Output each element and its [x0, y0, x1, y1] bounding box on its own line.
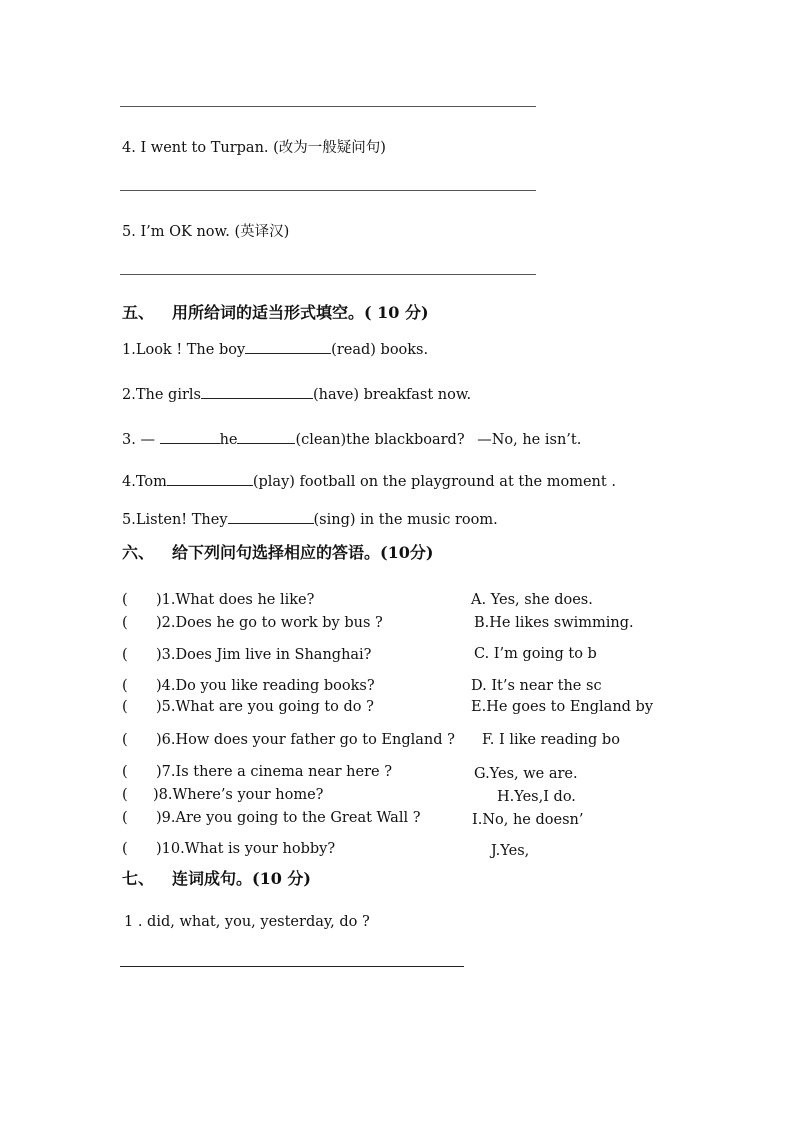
fill-item-5: [122, 511, 498, 528]
match-question: )5.What are you going to do ?: [156, 699, 374, 715]
match-question: )7.Is there a cinema near here ?: [156, 764, 392, 780]
section-title: 连词成句。(10 分): [172, 869, 311, 888]
item-text: 1.Look ! The boy: [122, 342, 246, 358]
blank[interactable]: [245, 341, 331, 354]
item-text: (have) breakfast now.: [312, 387, 472, 403]
fill-item-3: [122, 431, 581, 448]
match-answer: I.No, he doesn’: [472, 812, 584, 828]
blank[interactable]: [201, 386, 313, 399]
order-question-1: 1 . did, what, you, yesterday, do ?: [124, 914, 370, 930]
blank[interactable]: [228, 511, 314, 524]
match-question: )8.Where’s your home?: [153, 787, 324, 803]
fill-item-2: [122, 386, 471, 403]
item-text: (read) books.: [331, 342, 429, 358]
answer-line[interactable]: [120, 106, 536, 107]
item-text: 4.Tom: [122, 474, 167, 490]
fill-item-4: [122, 473, 616, 490]
item-text: 2.The girls: [122, 387, 201, 403]
blank[interactable]: [167, 473, 253, 486]
match-answer: J.Yes,: [491, 843, 530, 859]
answer-paren[interactable]: (: [122, 787, 128, 803]
answer-line[interactable]: [120, 190, 536, 191]
section-number: 七、: [122, 869, 155, 888]
item-text: (play) football on the playground at the moment .: [252, 474, 616, 490]
section-heading-7: [122, 866, 311, 889]
answer-paren[interactable]: (: [122, 764, 128, 780]
item-text: 5.Listen! They: [122, 512, 228, 528]
answer-paren[interactable]: (: [122, 841, 128, 857]
answer-line[interactable]: [120, 274, 536, 275]
match-question: )10.What is your hobby?: [156, 841, 336, 857]
section-number: 六、: [122, 543, 155, 562]
question-4: 4. I went to Turpan. (改为一般疑问句): [122, 140, 386, 156]
item-text: —No, he isn’t.: [477, 432, 582, 448]
answer-paren[interactable]: (: [122, 732, 128, 748]
blank[interactable]: [160, 431, 220, 444]
match-question: )1.What does he like?: [156, 592, 315, 608]
item-text: (sing) in the music room.: [313, 512, 498, 528]
answer-paren[interactable]: (: [122, 810, 128, 826]
answer-paren[interactable]: (: [122, 592, 128, 608]
match-answer: H.Yes,I do.: [497, 789, 576, 805]
match-question: )6.How does your father go to England ?: [156, 732, 455, 748]
section-title: 用所给词的适当形式填空。( 10 分): [172, 303, 429, 322]
answer-paren[interactable]: (: [122, 699, 128, 715]
match-answer: A. Yes, she does.: [471, 592, 593, 608]
answer-paren[interactable]: (: [122, 647, 128, 663]
match-question: )2.Does he go to work by bus ?: [156, 615, 383, 631]
item-text: 3. —: [122, 432, 155, 448]
section-title: 给下列问句选择相应的答语。(10分): [172, 543, 434, 562]
match-question: )4.Do you like reading books?: [156, 678, 375, 694]
section-heading-5: [122, 300, 429, 323]
answer-line[interactable]: [120, 966, 464, 967]
match-answer: C. I’m going to b: [474, 646, 597, 662]
answer-paren[interactable]: (: [122, 615, 128, 631]
match-answer: F. I like reading bo: [482, 732, 620, 748]
match-answer: B.He likes swimming.: [474, 615, 634, 631]
match-question: )9.Are you going to the Great Wall ?: [156, 810, 421, 826]
blank[interactable]: [237, 431, 295, 444]
section-heading-6: [122, 540, 433, 563]
match-answer: D. It’s near the sc: [471, 678, 602, 694]
match-answer: G.Yes, we are.: [474, 766, 578, 782]
section-number: 五、: [122, 303, 155, 322]
question-5: 5. I’m OK now. (英译汉): [122, 224, 290, 240]
match-answer: E.He goes to England by: [471, 699, 654, 715]
fill-item-1: [122, 341, 428, 358]
item-text: he: [219, 432, 238, 448]
match-question: )3.Does Jim live in Shanghai?: [156, 647, 372, 663]
item-text: (clean)the blackboard?: [295, 432, 465, 448]
answer-paren[interactable]: (: [122, 678, 128, 694]
